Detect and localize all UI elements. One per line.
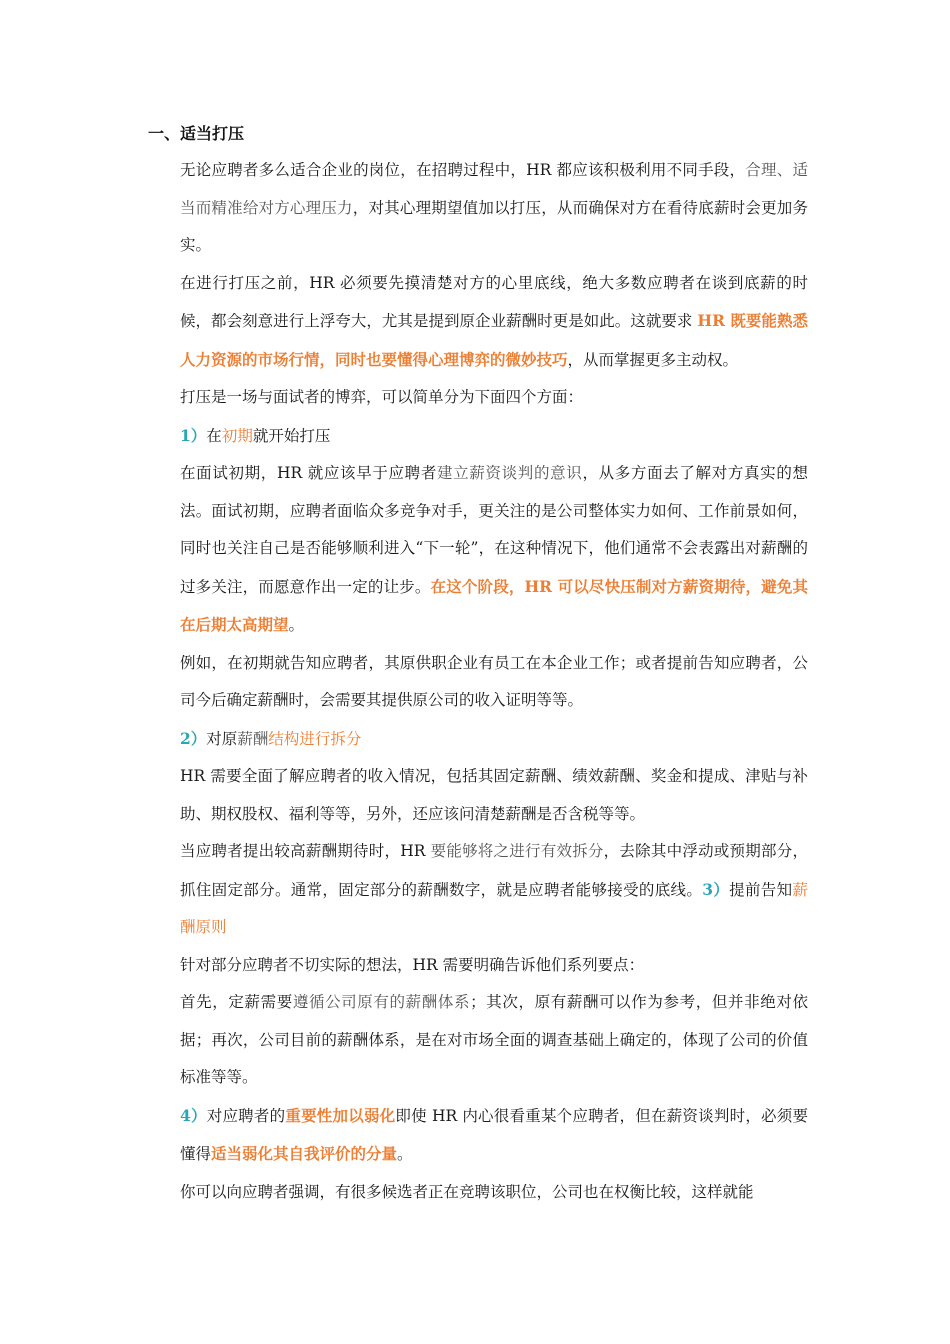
- text: 在: [206, 426, 222, 445]
- paragraph-1: [180, 152, 808, 265]
- item-number: 3）: [702, 879, 730, 899]
- paragraph-3: 打压是一场与面试者的博弈，可以简单分为下面四个方面：: [180, 388, 584, 406]
- paragraph-9: [180, 984, 808, 1097]
- text: 对应聘者的: [206, 1106, 286, 1125]
- subheading-2: [180, 720, 808, 759]
- text: ，对其心理期望值加以打压，从而确保对方在看待底薪时会更加务实。: [180, 198, 808, 254]
- text: 即使 HR 内心很看重某个应聘者，但在薪资谈判时，必须要懂得: [180, 1106, 808, 1163]
- text: 在进行打压之前，HR 必须要先摸清楚对方的心里底线，绝大多数应聘者在谈到底薪的时候，都会刻意进行上浮夸大，尤其是提到原企业薪酬时更是如此。这就要求: [180, 273, 808, 330]
- highlight-text: 适当弱化其自我评价的分量: [211, 1144, 398, 1163]
- text: ，从多方面去了解对方真实的想法。面试初期，应聘者面临众多竞争对手，更关注的是公司整体实力如何、工作前景如何，同时也关注自己是否能够顺利进入“下一轮”，在这种情况下，他们通常不会表露出对薪酬的过多关注，而愿意作出一定的让步。: [180, 464, 808, 596]
- item-number: 4）: [180, 1105, 207, 1125]
- section-heading: 一、适当打压: [148, 124, 245, 143]
- text: 要能够将之进行有效拆分: [430, 842, 604, 860]
- text: 无论应聘者多么适合企业的岗位，在招聘过程中，HR 都应该积极利用不同手段，: [180, 161, 746, 179]
- paragraph-11: 你可以向应聘者强调，有很多候选者正在竞聘该职位，公司也在权衡比较，这样就能: [180, 1182, 754, 1201]
- text: 对原: [206, 729, 238, 748]
- text: 。: [397, 1145, 413, 1163]
- text: 当应聘者提出较高薪酬期待时，HR: [180, 842, 431, 860]
- text: 首先，定薪需要: [180, 993, 293, 1011]
- paragraph-4: [180, 455, 808, 645]
- paragraph-2: [180, 265, 808, 380]
- text: ，从而掌握更多主动权。: [567, 350, 739, 369]
- accent-text: 薪酬原则: [180, 880, 808, 936]
- text: 在面试初期，HR 就应该早于应聘者: [180, 464, 437, 482]
- accent-text: 初期: [221, 426, 253, 445]
- text: 就开始打压: [252, 426, 331, 445]
- highlight-text: 重要性加以弱化: [285, 1105, 396, 1125]
- paragraph-8: 针对部分应聘者不切实际的想法，HR 需要明确告诉他们系列要点：: [180, 955, 645, 974]
- paragraph-7: [180, 833, 808, 947]
- text: ；其次，原有薪酬可以作为参考，但并非绝对依据；再次，公司目前的薪酬体系，是在对市场全面的调查基础上确定的，体现了公司的价值标准等等。: [180, 993, 808, 1086]
- text: 建立薪资谈判的意识: [437, 464, 583, 482]
- subheading-1: [180, 417, 808, 456]
- paragraph-6: HR 需要全面了解应聘者的收入情况，包括其固定薪酬、绩效薪酬、奖金和提成、津贴与补助、期权股权、福利等等，另外，还应该问清楚薪酬是否含税等等。: [180, 767, 808, 823]
- paragraph-10: [180, 1097, 808, 1174]
- text: 遵循公司原有的薪酬体系: [292, 993, 471, 1011]
- text: 。: [288, 616, 305, 634]
- highlight-text: HR 既要能熟悉人力资源的市场行情，同时也要懂得心理博弈的微妙技巧: [180, 311, 808, 369]
- item-number: 2）: [180, 728, 207, 748]
- text: 薪酬: [237, 729, 269, 748]
- accent-text: 结构进行拆分: [268, 729, 362, 748]
- text: 提前告知: [729, 880, 793, 899]
- item-number: 1）: [180, 425, 207, 445]
- paragraph-5: 例如，在初期就告知应聘者，其原供职企业有员工在本企业工作；或者提前告知应聘者，公司今后确定薪酬时，会需要其提供原公司的收入证明等等。: [180, 653, 808, 709]
- text: 合理、适当而精准给对方心理压力: [180, 161, 808, 217]
- document-body: [180, 152, 808, 1211]
- text: ，去除其中浮动或预期部分，抓住固定部分。通常，固定部分的薪酬数字，就是应聘者能够接受的底线。: [180, 842, 808, 899]
- highlight-text: 在这个阶段，HR 可以尽快压制对方薪资期待，避免其在后期太高期望: [180, 576, 808, 634]
